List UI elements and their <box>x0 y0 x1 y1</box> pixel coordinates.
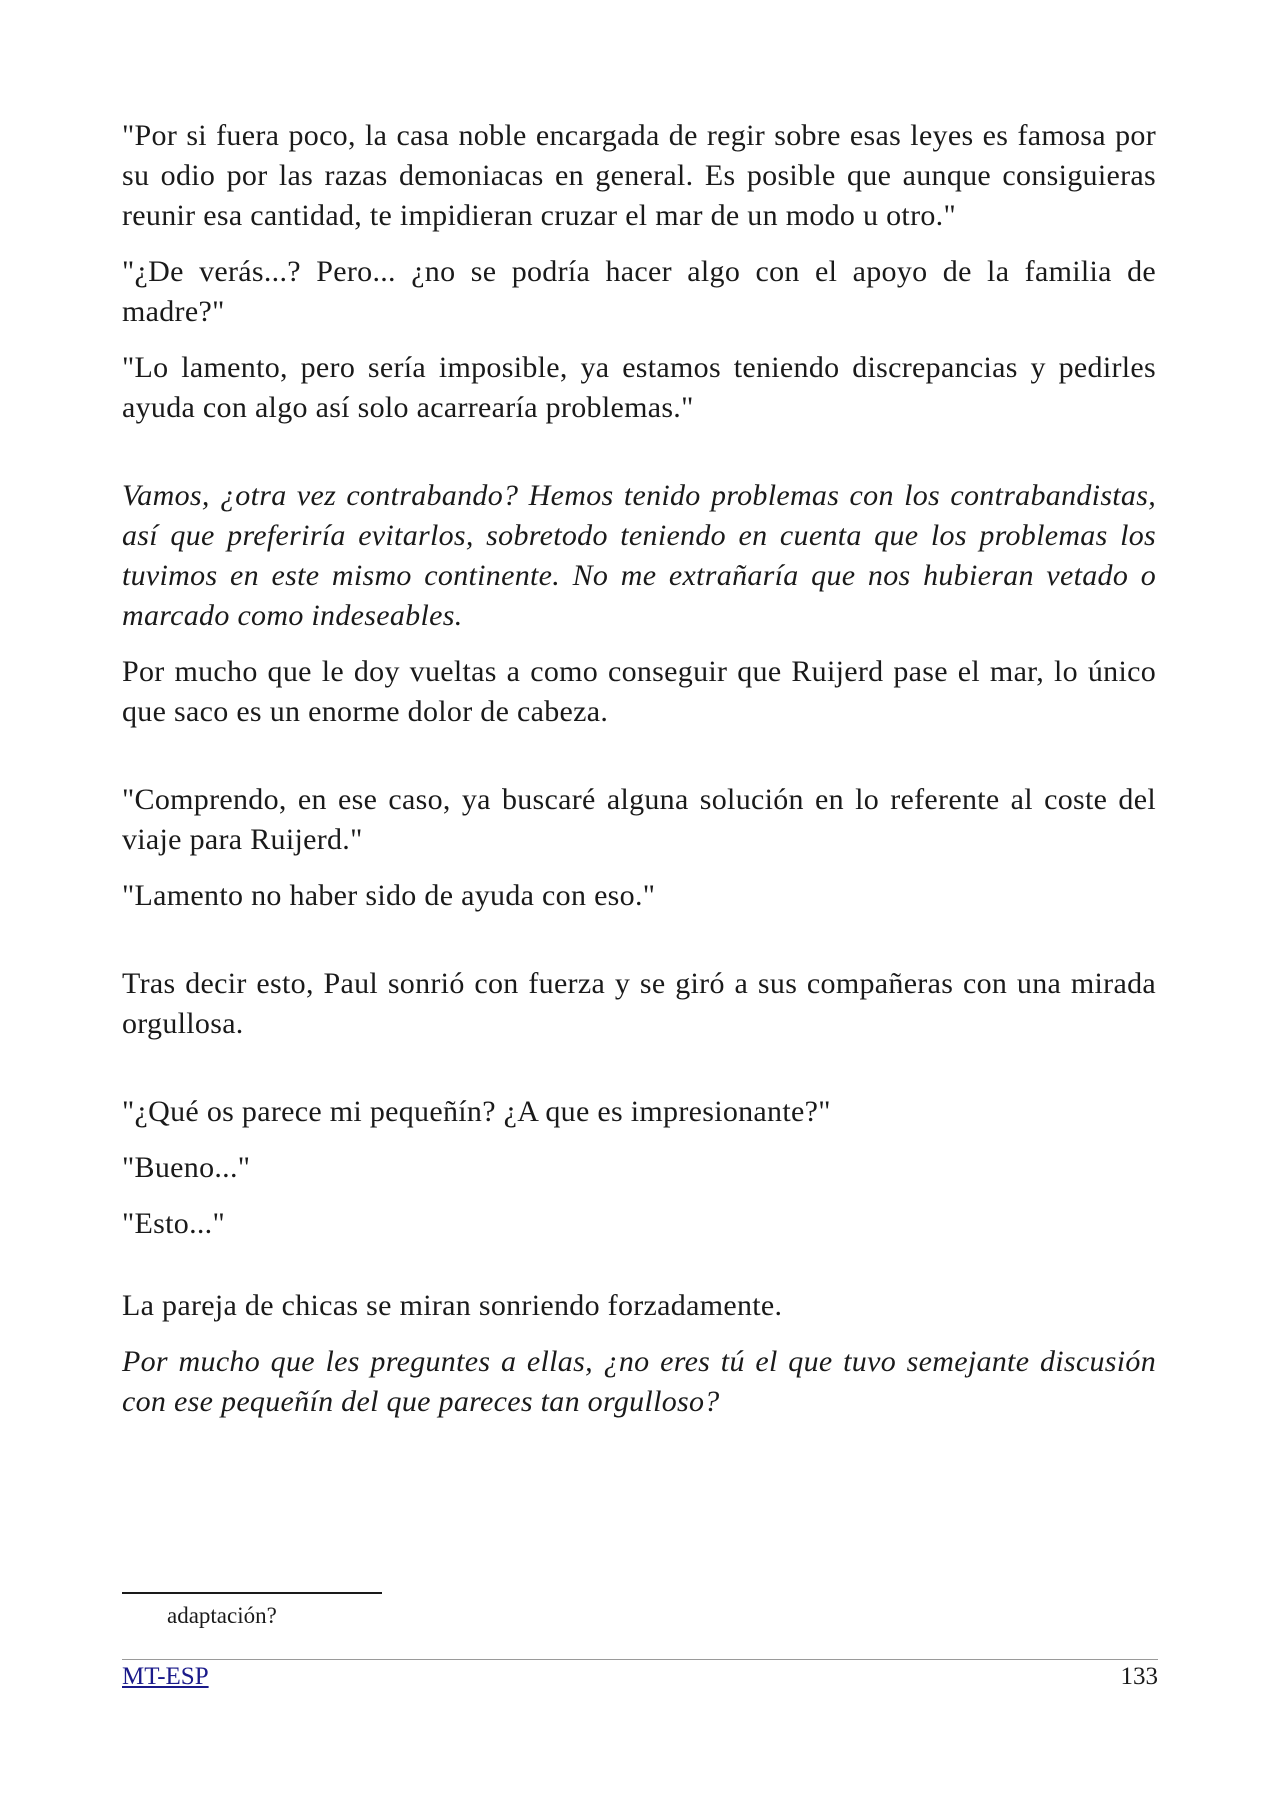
page-number: 133 <box>1120 1663 1158 1690</box>
footer-divider <box>122 1659 1158 1660</box>
paragraph: La pareja de chicas se miran sonriendo forzadamente. <box>122 1289 783 1322</box>
paragraph: "Lamento no haber sido de ayuda con eso." <box>122 879 656 912</box>
paragraph: "Lo lamento, pero sería imposible, ya estamos teniendo discrepancias y pedirles ayuda con algo así solo acarrearía problemas." <box>122 351 1156 424</box>
paragraph: Por mucho que le doy vueltas a como conseguir que Ruijerd pase el mar, lo único que saco es un enorme dolor de cabeza. <box>122 655 1156 728</box>
paragraph: "Bueno..." <box>122 1151 251 1184</box>
footnote-divider <box>122 1592 382 1594</box>
paragraph: Tras decir esto, Paul sonrió con fuerza y se giró a sus compañeras con una mirada orgullosa. <box>122 967 1156 1040</box>
footer-link[interactable]: MT-ESP <box>122 1663 209 1690</box>
paragraph: "Por si fuera poco, la casa noble encargada de regir sobre esas leyes es famosa por su odio por las razas demoniacas en general. Es posible que aunque consiguieras reunir esa cantidad, te impidieran cruzar el mar de un modo u otro." <box>122 119 1156 232</box>
paragraph-italic: Por mucho que les preguntes a ellas, ¿no eres tú el que tuvo semejante discusión con ese pequeñín del que pareces tan orgulloso? <box>122 1345 1156 1418</box>
paragraph-italic: Vamos, ¿otra vez contrabando? Hemos tenido problemas con los contrabandistas, así que preferiría evitarlos, sobretodo teniendo en cuenta que los problemas los tuvimos en este mismo continente. No me extrañaría que nos hubieran vetado o marcado como indeseables. <box>122 479 1156 632</box>
paragraph: "¿Qué os parece mi pequeñín? ¿A que es impresionante?" <box>122 1095 831 1128</box>
paragraph: "Comprendo, en ese caso, ya buscaré alguna solución en lo referente al coste del viaje para Ruijerd." <box>122 783 1156 856</box>
footnote: adaptación? <box>167 1603 277 1628</box>
paragraph: "Esto..." <box>122 1207 226 1240</box>
body-text <box>122 116 1156 1422</box>
paragraph: "¿De verás...? Pero... ¿no se podría hacer algo con el apoyo de la familia de madre?" <box>122 255 1156 328</box>
